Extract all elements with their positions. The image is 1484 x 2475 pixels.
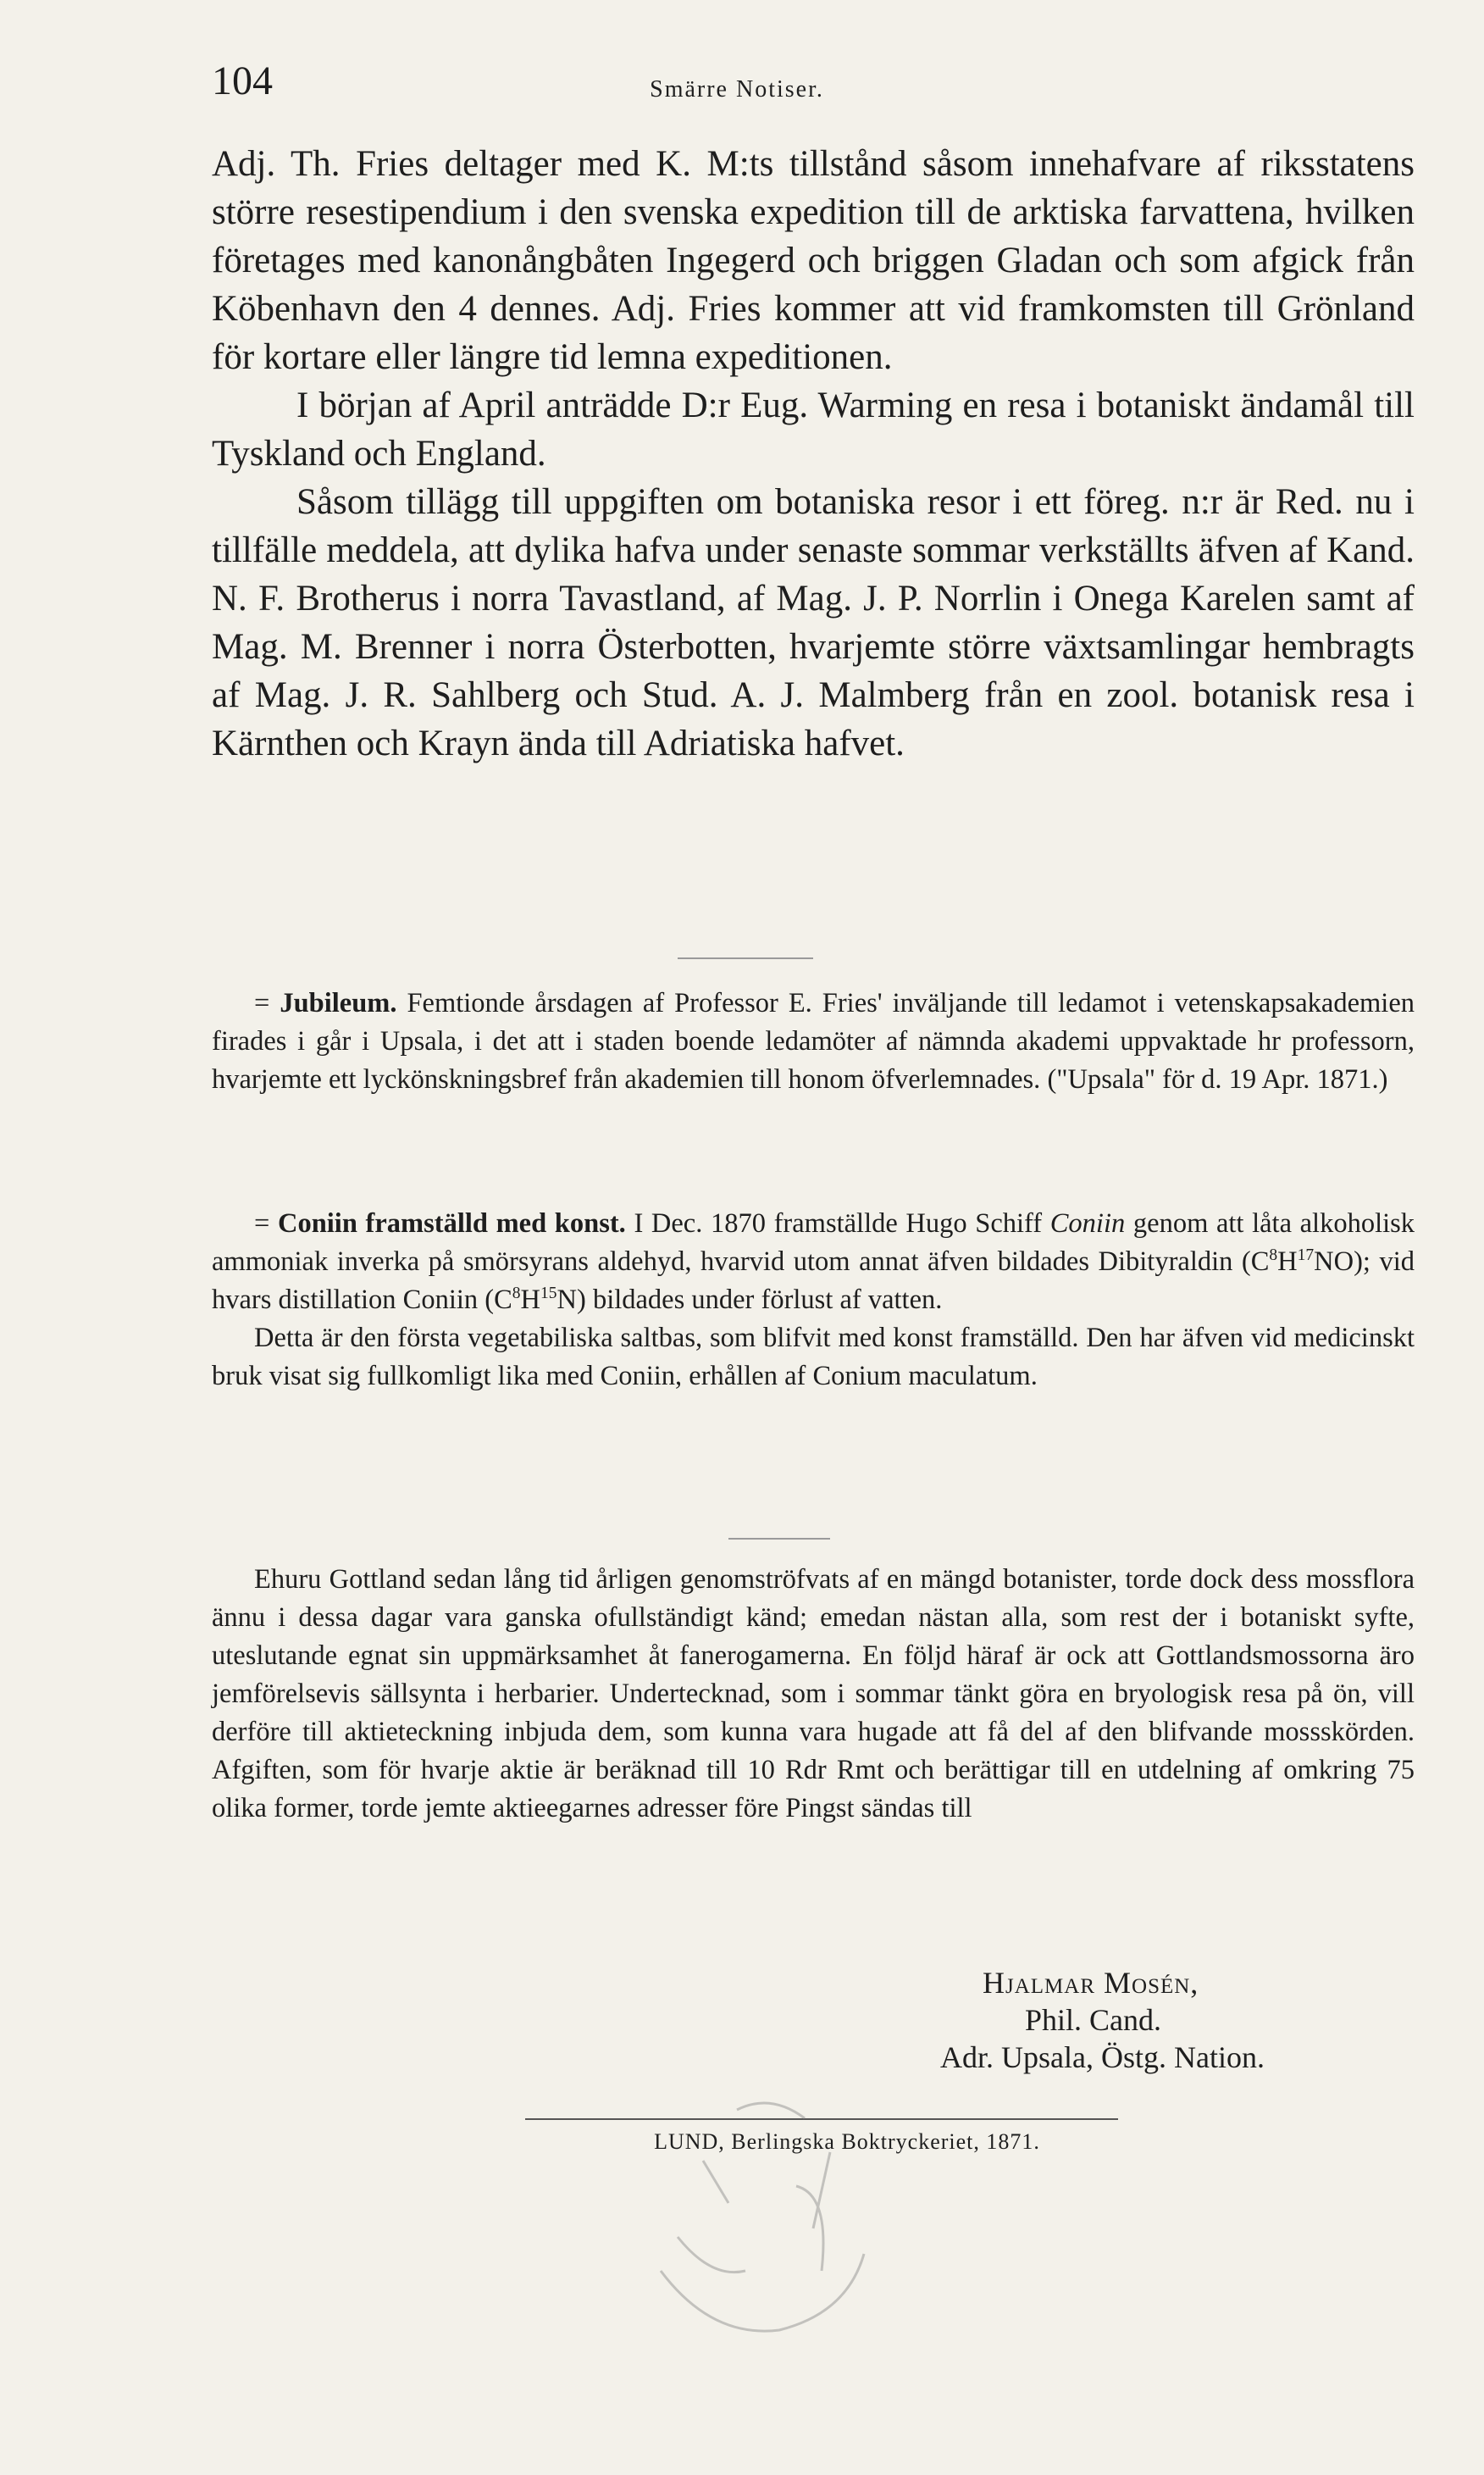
notice-text: I Dec. 1870 framställde Hugo Schiff <box>634 1208 1043 1239</box>
announcement-gottland-mosses <box>212 1561 1415 1828</box>
formula-text: H <box>1277 1246 1298 1277</box>
signature-block <box>940 1964 1265 2076</box>
formula-superscript: 17 <box>1297 1246 1315 1265</box>
signature-address: Adr. Upsala, Östg. Nation. <box>940 2040 1265 2074</box>
formula-superscript: 8 <box>1269 1246 1278 1265</box>
notice-coniin <box>212 1205 1415 1396</box>
formula-text: NO); vid hvars distillation Coniin (C <box>212 1246 1415 1315</box>
announcement-text: Ehuru Gottland sedan lång tid årligen genomströfvats af en mängd botanister, torde dock dess mossflora ännu i dessa dagar vara ganska ofullständigt känd; emedan nästan alla, som rest der i botaniskt syfte, uteslutande egnat sin uppmärksamhet åt fanerogamerna. En följd häraf är ock att Gottlandsmossorna äro jemförelsevis sällsynta i herbarier. Undertecknad, som i sommar tänkt göra en bryologisk resa på ön, vill derföre till aktieteckning inbjuda dem, som kunna vara hugade att få del af den blifvande mossskörden. Afgiften, som för hvarje aktie är beräknad till 10 Rdr Rmt och berättigar till en utdelning af omkring 75 olika former, torde jemte aktieegarnes adresser före Pingst sändas till <box>212 1564 1415 1823</box>
notice-text: Femtionde årsdagen af Professor E. Fries' inväljande till ledamot i vetenskapsakademien firades i går i Upsala, i det att i staden boende ledamöter af nämnda akademi uppvaktade hr professorn, hvarjemte ett lyckönskningsbref från akademien till honom öfverlemnades. <box>212 988 1415 1095</box>
notice-title: Coniin framställd med konst. <box>277 1208 626 1239</box>
notice-jubileum <box>212 985 1415 1099</box>
notice-text: genom att låta alkoholisk ammoniak inverka på smörsyrans aldehyd, hvarvid utom annat äfven bildades Dibityraldin (C <box>212 1208 1415 1277</box>
section-divider <box>678 957 813 959</box>
notice-marker: = <box>254 988 270 1018</box>
notice-marker: = <box>254 1208 270 1239</box>
signature-name: Hjalmar Mosén, <box>983 1966 1199 2000</box>
notice-source: ("Upsala" för d. 19 Apr. 1871.) <box>1047 1064 1388 1095</box>
printer-imprint: LUND, Berlingska Boktryckeriet, 1871. <box>654 2129 1040 2154</box>
notice-title: Jubileum. <box>280 988 397 1018</box>
paragraph-fries-expedition: Adj. Th. Fries deltager med K. M:ts tillstånd såsom innehafvare af riksstatens större resestipendium i den svenska expedition till de arktiska farvattena, hvilken företages med kanonångbåten Ingegerd och briggen Gladan och som afgick från Köbenhavn den 4 dennes. Adj. Fries kommer att vid framkomsten till Grönland för kortare eller längre tid lemna expeditionen. <box>212 144 1415 377</box>
library-stamp-icon <box>610 2059 932 2347</box>
running-head: Smärre Notiser. <box>650 76 824 103</box>
formula-text: H <box>520 1285 541 1315</box>
section-divider <box>728 1538 830 1540</box>
paragraph-botanical-travels: Såsom tillägg till uppgiften om botaniska resor i ett föreg. n:r är Red. nu i tillfälle meddela, att dylika hafva under senaste sommar verkställts äfven af Kand. N. F. Brotherus i norra Tavastland, af Mag. J. P. Norrlin i Onega Karelen samt af Mag. M. Brenner i norra Österbotten, hvarjemte större växtsamlingar hembragts af Mag. J. R. Sahlberg och Stud. A. J. Malmberg från en zool. botanisk resa i Kärnthen och Krayn ända till Adriatiska hafvet. <box>212 482 1415 763</box>
paragraph-coniin-2: Detta är den första vegetabiliska saltbas, som blifvit med konst framställd. Den har äfven vid medicinskt bruk visat sig fullkomligt lika med Coniin, erhållen af Conium maculatum. <box>212 1323 1415 1391</box>
signature-title: Phil. Cand. <box>1025 2003 1162 2037</box>
page-number: 104 <box>212 58 273 103</box>
formula-text: N) bildades under förlust af vatten. <box>556 1285 943 1315</box>
page-header <box>212 56 1262 115</box>
paragraph-warming-journey: I början af April anträdde D:r Eug. Warming en resa i botaniskt ändamål till Tyskland och England. <box>212 386 1415 474</box>
italic-term: Coniin <box>1049 1208 1126 1239</box>
formula-superscript: 8 <box>512 1285 521 1303</box>
formula-superscript: 15 <box>540 1285 557 1303</box>
article-botanical-travels <box>212 140 1415 768</box>
